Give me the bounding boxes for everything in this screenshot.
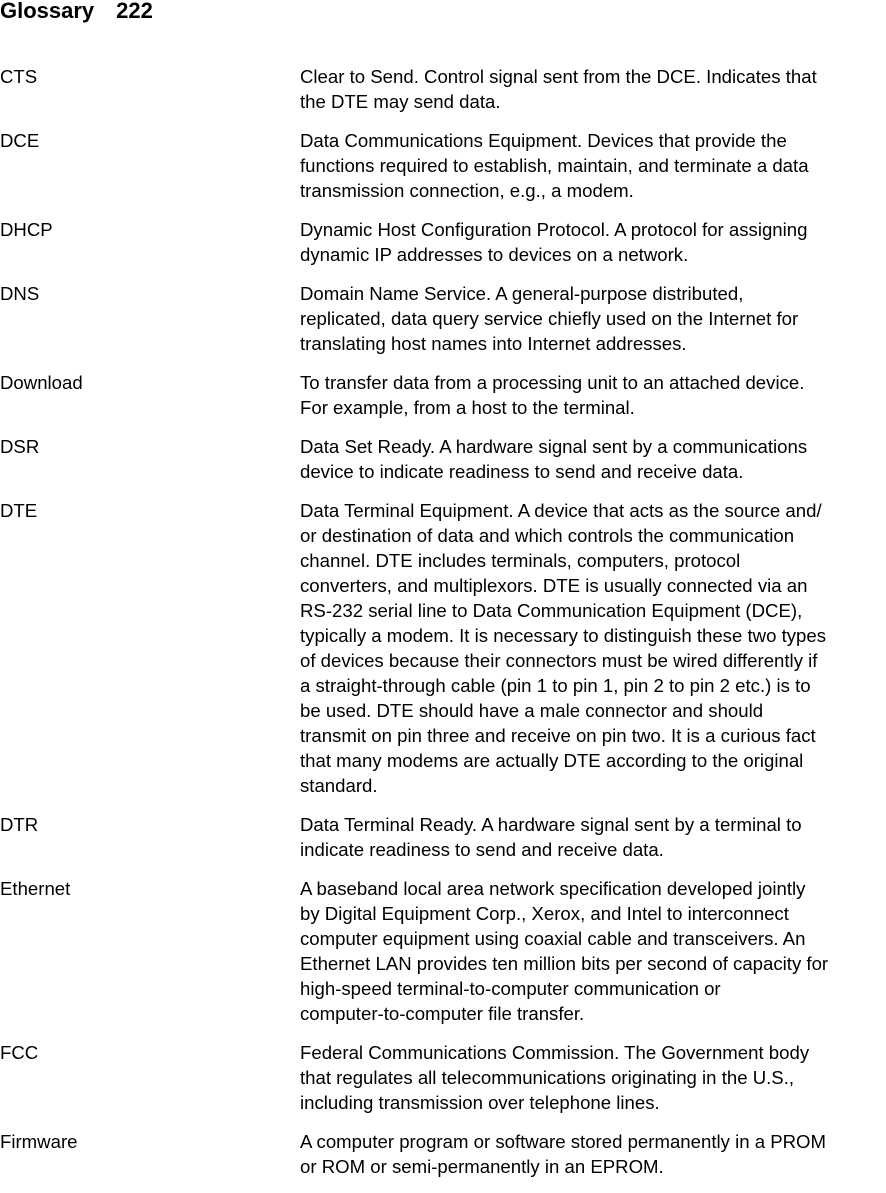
glossary-list: [0, 64, 886, 1193]
glossary-entry-dtr: [0, 812, 886, 862]
glossary-term: Firmware: [0, 1131, 78, 1152]
glossary-definition: Data Communications Equipment. Devices that provide the functions required to establish, maintain, and terminate a data transmission connection, e.g., a modem.: [300, 130, 809, 201]
glossary-definition: Data Terminal Ready. A hardware signal sent by a terminal to indicate readiness to send and receive data.: [300, 814, 802, 860]
glossary-term: Ethernet: [0, 878, 71, 899]
glossary-entry-dte: [0, 498, 886, 798]
glossary-entry-fcc: [0, 1040, 886, 1115]
glossary-entry-firmware: [0, 1129, 886, 1179]
glossary-definition: A baseband local area network specification developed jointly by Digital Equipment Corp., Xerox, and Intel to interconnect computer equipment using coaxial cable and transceivers. An Ethernet LAN provides ten million bits per second of capacity for high-speed terminal-to-computer communication or computer-to-computer file transfer.: [300, 878, 829, 1024]
glossary-term: DTR: [0, 814, 39, 835]
glossary-definition: Federal Communications Commission. The Government body that regulates all telecommunications originating in the U.S., including transmission over telephone lines.: [300, 1042, 810, 1113]
glossary-definition: A computer program or software stored permanently in a PROM or ROM or semi-permanently in an EPROM.: [300, 1131, 827, 1177]
glossary-definition: Dynamic Host Configuration Protocol. A protocol for assigning dynamic IP addresses to devices on a network.: [300, 219, 808, 265]
glossary-entry-dsr: [0, 434, 886, 484]
glossary-term: DTE: [0, 500, 38, 521]
glossary-definition: Clear to Send. Control signal sent from the DCE. Indicates that the DTE may send data.: [300, 66, 817, 112]
glossary-entry-dns: [0, 281, 886, 356]
glossary-term: FCC: [0, 1042, 39, 1063]
page-number: 222: [116, 0, 153, 23]
glossary-term: CTS: [0, 66, 38, 87]
page-title: Glossary: [0, 0, 95, 23]
glossary-definition: Data Terminal Equipment. A device that acts as the source and/ or destination of data and which controls the communication channel. DTE includes terminals, computers, protocol converters, and multiplexors. DTE is usually connected via an RS-232 serial line to Data Communication Equipment (DCE), typically a modem. It is necessary to distinguish these two types of devices because their connectors must be wired differently if a straight-through cable (pin 1 to pin 1, pin 2 to pin 2 etc.) is to be used. DTE should have a male connector and should transmit on pin three and receive on pin two. It is a curious fact that many modems are actually DTE according to the original standard.: [300, 500, 827, 796]
glossary-definition: To transfer data from a processing unit to an attached device. For example, from a host to the terminal.: [300, 372, 805, 418]
glossary-definition: Data Set Ready. A hardware signal sent by a communications device to indicate readiness to send and receive data.: [300, 436, 808, 482]
glossary-term: Download: [0, 372, 83, 393]
glossary-term: DHCP: [0, 219, 53, 240]
page-header: [0, 0, 153, 25]
glossary-entry-download: [0, 370, 886, 420]
glossary-term: DCE: [0, 130, 40, 151]
glossary-entry-ethernet: [0, 876, 886, 1026]
glossary-entry-cts: [0, 64, 886, 114]
glossary-term: DNS: [0, 283, 40, 304]
glossary-entry-dhcp: [0, 217, 886, 267]
glossary-definition: Domain Name Service. A general-purpose distributed, replicated, data query service chiefly used on the Internet for translating host names into Internet addresses.: [300, 283, 799, 354]
glossary-term: DSR: [0, 436, 40, 457]
glossary-entry-dce: [0, 128, 886, 203]
